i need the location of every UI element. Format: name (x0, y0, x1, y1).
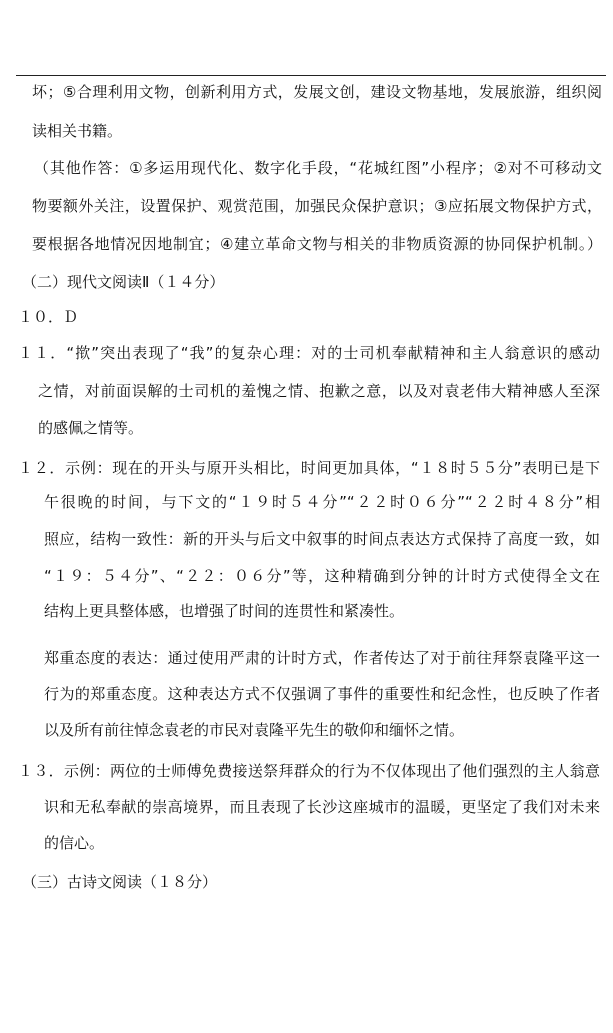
text-line: 识和无私奉献的崇高境界，而且表现了长沙这座城市的温暖，更坚定了我们对未来 (44, 798, 600, 816)
text-line: 读相关书籍。 (32, 122, 123, 140)
text-line: “１９：５４分”、“２２：０６分”等，这种精确到分钟的计时方式使得全文在 (44, 567, 600, 585)
text-line: 行为的郑重态度。这种表达方式不仅强调了事件的重要性和纪念性，也反映了作者 (44, 685, 600, 703)
answer-item: １１．“揿”突出表现了“我”的复杂心理：对的士司机奉献精神和主人翁意识的感动 (18, 344, 600, 362)
text-line: 午很晚的时间，与下文的“１９时５４分”“２２时０６分”“２２时４８分”相 (44, 493, 600, 511)
text-line: 结构上更具整体感，也增强了时间的连贯性和紧凑性。 (44, 602, 405, 620)
answer-item: １０．Ｄ (18, 308, 79, 326)
section-heading: （三）古诗文阅读（１８分） (22, 873, 218, 891)
text-line: （其他作答：①多运用现代化、数字化手段，“花城红图”小程序；②对不可移动文 (34, 159, 602, 177)
text-line: 郑重态度的表达：通过使用严肃的计时方式，作者传达了对于前往拜祭袁隆平这一 (44, 649, 600, 667)
answer-item: １３．示例：两位的士师傅免费接送祭拜群众的行为不仅体现出了他们强烈的主人翁意 (18, 762, 600, 780)
text-line: 要根据各地情况因地制宜；④建立革命文物与相关的非物质资源的协同保护机制。） (32, 235, 602, 253)
text-line: 坏；⑤合理利用文物，创新利用方式，发展文创，建设文物基地，发展旅游，组织阅 (32, 83, 602, 101)
section-heading: （二）现代文阅读Ⅱ（１４分） (22, 273, 225, 291)
text-line: 的感佩之情等。 (38, 419, 144, 437)
header-rule (16, 75, 606, 76)
text-line: 照应，结构一致性：新的开头与后文中叙事的时间点表达方式保持了高度一致，如 (44, 530, 600, 548)
text-line: 之情，对前面误解的士司机的羞愧之情、抱歉之意，以及对袁老伟大精神感人至深 (38, 382, 600, 400)
text-line: 以及所有前往悼念袁老的市民对袁隆平先生的敬仰和缅怀之情。 (44, 721, 465, 739)
text-line: 物要额外关注，设置保护、观赏范围，加强民众保护意识；③应拓展文物保护方式， (32, 197, 602, 215)
answer-item: １２．示例：现在的开头与原开头相比，时间更加具体，“１８时５５分”表明已是下 (18, 459, 600, 477)
text-line: 的信心。 (44, 834, 105, 852)
